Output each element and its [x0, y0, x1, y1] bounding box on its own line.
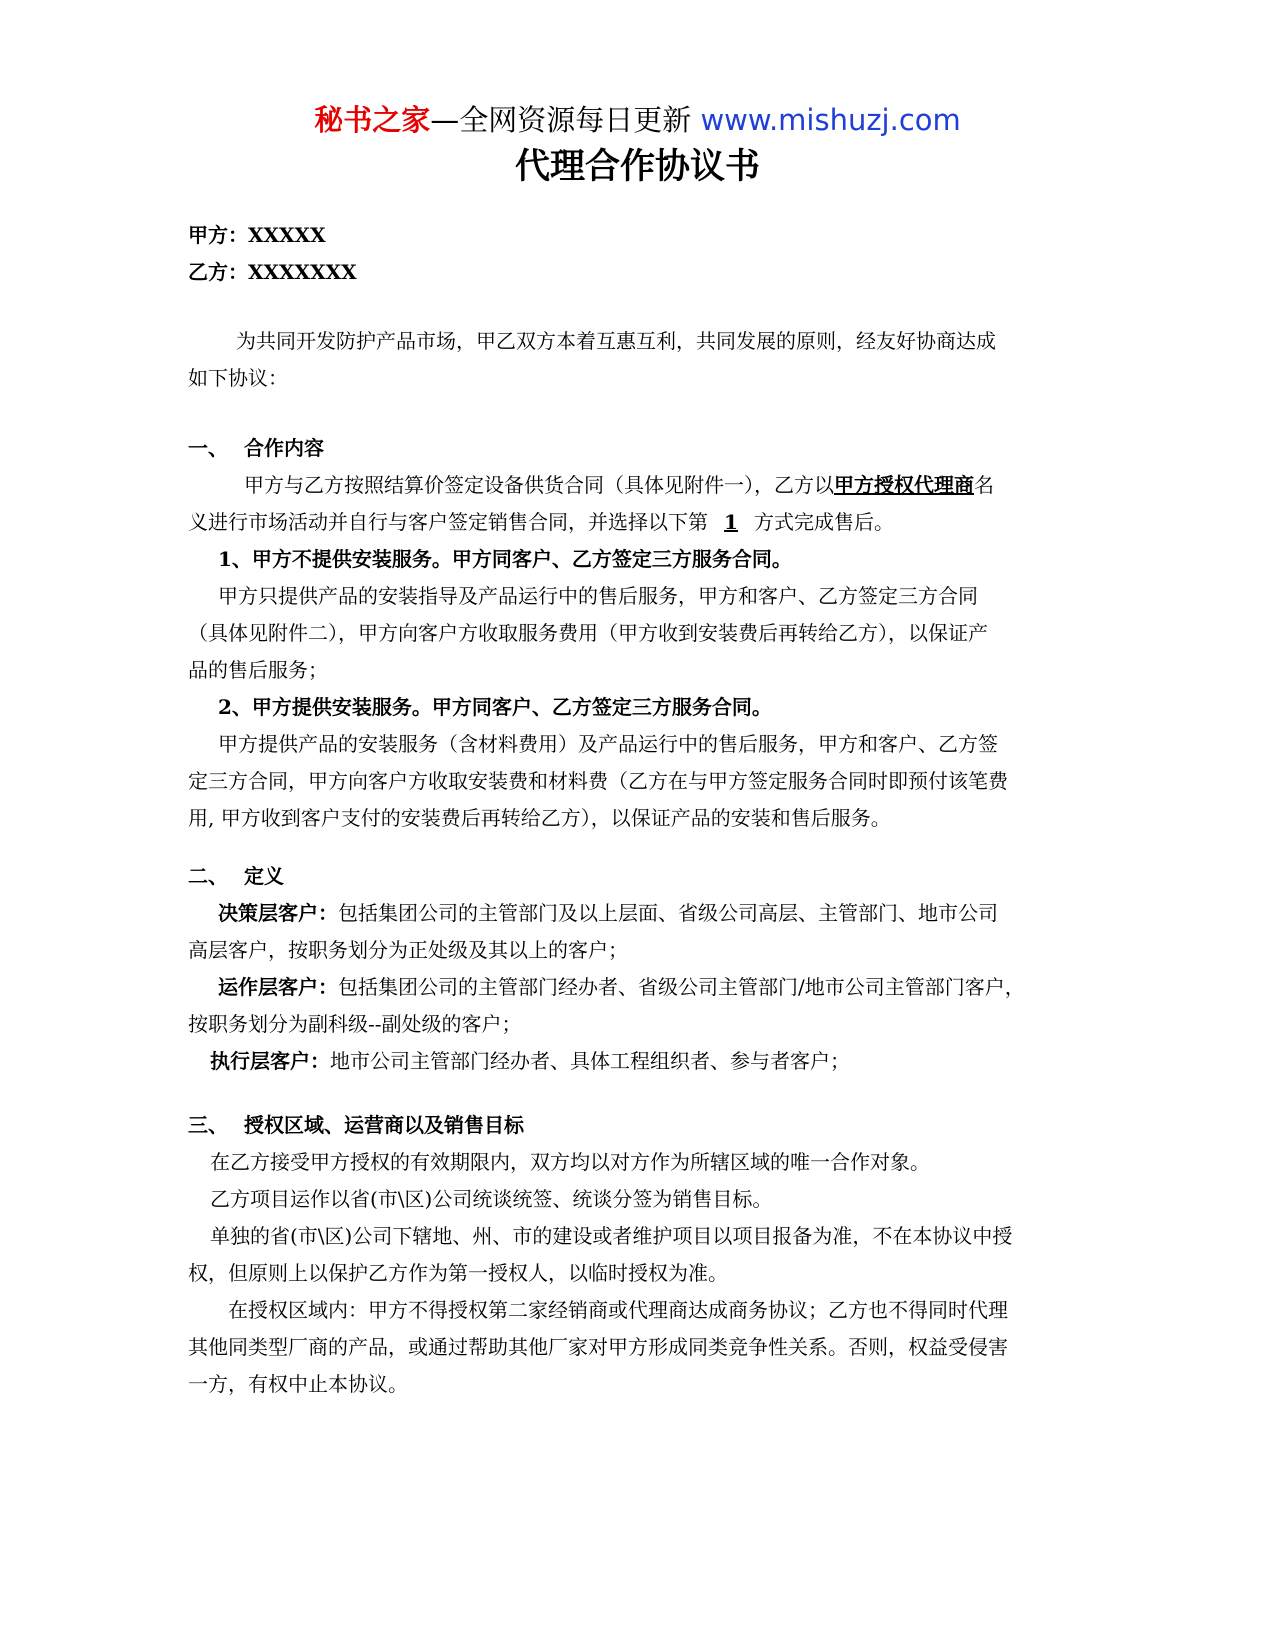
- document-title: 代理合作协议书: [514, 147, 760, 187]
- intro-line: 如下协议：: [188, 366, 288, 390]
- site-url[interactable]: www.mishuzj.com: [700, 103, 961, 137]
- paragraph-line: （具体见附件二），甲方向客户方收取服务费用（甲方收到安装费后再转给乙方），以保证产: [188, 621, 988, 645]
- section-title: 授权区域、运营商以及销售目标: [244, 1113, 524, 1137]
- text-run-bold: 甲方同客户、乙方签定三方服务合同。: [451, 547, 792, 571]
- party-b: 乙方：XXXXXXX: [188, 260, 357, 284]
- text-run: 2、甲方提供安装服务。: [218, 695, 432, 719]
- paragraph-line: 甲方提供产品的安装服务（含材料费用）及产品运行中的售后服务，甲方和客户、乙方签: [218, 732, 998, 756]
- definition-term: 决策层客户：: [218, 901, 338, 925]
- section-heading: [188, 1107, 1088, 1144]
- section-2: [188, 858, 1088, 1080]
- intro-paragraph: [188, 323, 1088, 397]
- text-run: 1、甲方不提供安装服务。: [218, 547, 452, 571]
- paragraph-line: 甲方只提供产品的安装指导及产品运行中的售后服务，甲方和客户、乙方签定三方合同: [218, 584, 978, 608]
- text-run: 义进行市场活动并自行与客户签定销售合同，并选择以下第: [188, 510, 708, 534]
- text-run: 方式完成售后。: [754, 510, 894, 534]
- section-title: 定义: [244, 864, 284, 888]
- paragraph-line: 单独的省(市\区)公司下辖地、州、市的建设或者维护项目以项目报备为准，不在本协议中授: [210, 1224, 1013, 1248]
- tagline: —全网资源每日更新: [430, 103, 701, 137]
- paragraph-line: 在乙方接受甲方授权的有效期限内，双方均以对方作为所辖区域的唯一合作对象。: [210, 1150, 930, 1174]
- option-1-heading: [188, 541, 1088, 578]
- definition-line: [188, 895, 1088, 932]
- paragraph-line: 其他同类型厂商的产品，或通过帮助其他厂家对甲方形成同类竞争性关系。否则，权益受侵害: [188, 1335, 1008, 1359]
- text-run-bold: 甲方同客户、乙方签定三方服务合同。: [431, 695, 772, 719]
- definition-line: 高层客户，按职务划分为正处级及其以上的客户；: [188, 938, 628, 962]
- section-number: 一、: [188, 436, 228, 460]
- option-2-heading: [188, 689, 1088, 726]
- section-number: 二、: [188, 864, 228, 888]
- paragraph-line: 用, 甲方收到客户支付的安装费后再转给乙方），以保证产品的安装和售后服务。: [188, 806, 891, 830]
- text-run: 名: [974, 473, 994, 497]
- section-1: [188, 430, 1088, 837]
- section-number: 三、: [188, 1113, 228, 1137]
- paragraph-line: 在授权区域内：甲方不得授权第二家经销商或代理商达成商务协议；乙方也不得同时代理: [228, 1298, 1008, 1322]
- definition-term: 运作层客户：: [218, 975, 338, 999]
- authorized-agent-term: 甲方授权代理商: [834, 473, 974, 497]
- definition-text: 地市公司主管部门经办者、具体工程组织者、参与者客户；: [330, 1049, 850, 1073]
- section-3: [188, 1107, 1088, 1403]
- section-heading: [188, 430, 1088, 467]
- text-run: 甲方与乙方按照结算价签定设备供货合同（具体见附件一），乙方以: [244, 473, 834, 497]
- option-choice-blank: 1: [724, 510, 738, 534]
- paragraph-line: 品的售后服务；: [188, 658, 328, 682]
- parties-block: [188, 217, 1088, 291]
- definition-line: [188, 1043, 1088, 1080]
- site-header: [0, 100, 1275, 140]
- party-a: 甲方：XXXXX: [188, 223, 326, 247]
- intro-line: 为共同开发防护产品市场，甲乙双方本着互惠互利，共同发展的原则，经友好协商达成: [236, 329, 996, 353]
- paragraph-line: [188, 504, 1088, 541]
- brand-name: 秘书之家: [314, 103, 431, 137]
- paragraph-line: [188, 467, 1088, 504]
- definition-line: [188, 969, 1088, 1006]
- definition-term: 执行层客户：: [210, 1049, 330, 1073]
- section-heading: [188, 858, 1088, 895]
- paragraph-line: 乙方项目运作以省(市\区)公司统谈统签、统谈分签为销售目标。: [210, 1187, 773, 1211]
- section-title: 合作内容: [244, 436, 324, 460]
- definition-line: 按职务划分为副科级--副处级的客户；: [188, 1012, 522, 1036]
- paragraph-line: 定三方合同，甲方向客户方收取安装费和材料费（乙方在与甲方签定服务合同时即预付该笔费: [188, 769, 1008, 793]
- paragraph-line: 权，但原则上以保护乙方作为第一授权人，以临时授权为准。: [188, 1261, 728, 1285]
- paragraph-line: 一方，有权中止本协议。: [188, 1372, 408, 1396]
- definition-text: 包括集团公司的主管部门及以上层面、省级公司高层、主管部门、地市公司: [338, 901, 998, 925]
- definition-text: 包括集团公司的主管部门经办者、省级公司主管部门/地市公司主管部门客户，: [338, 975, 1025, 999]
